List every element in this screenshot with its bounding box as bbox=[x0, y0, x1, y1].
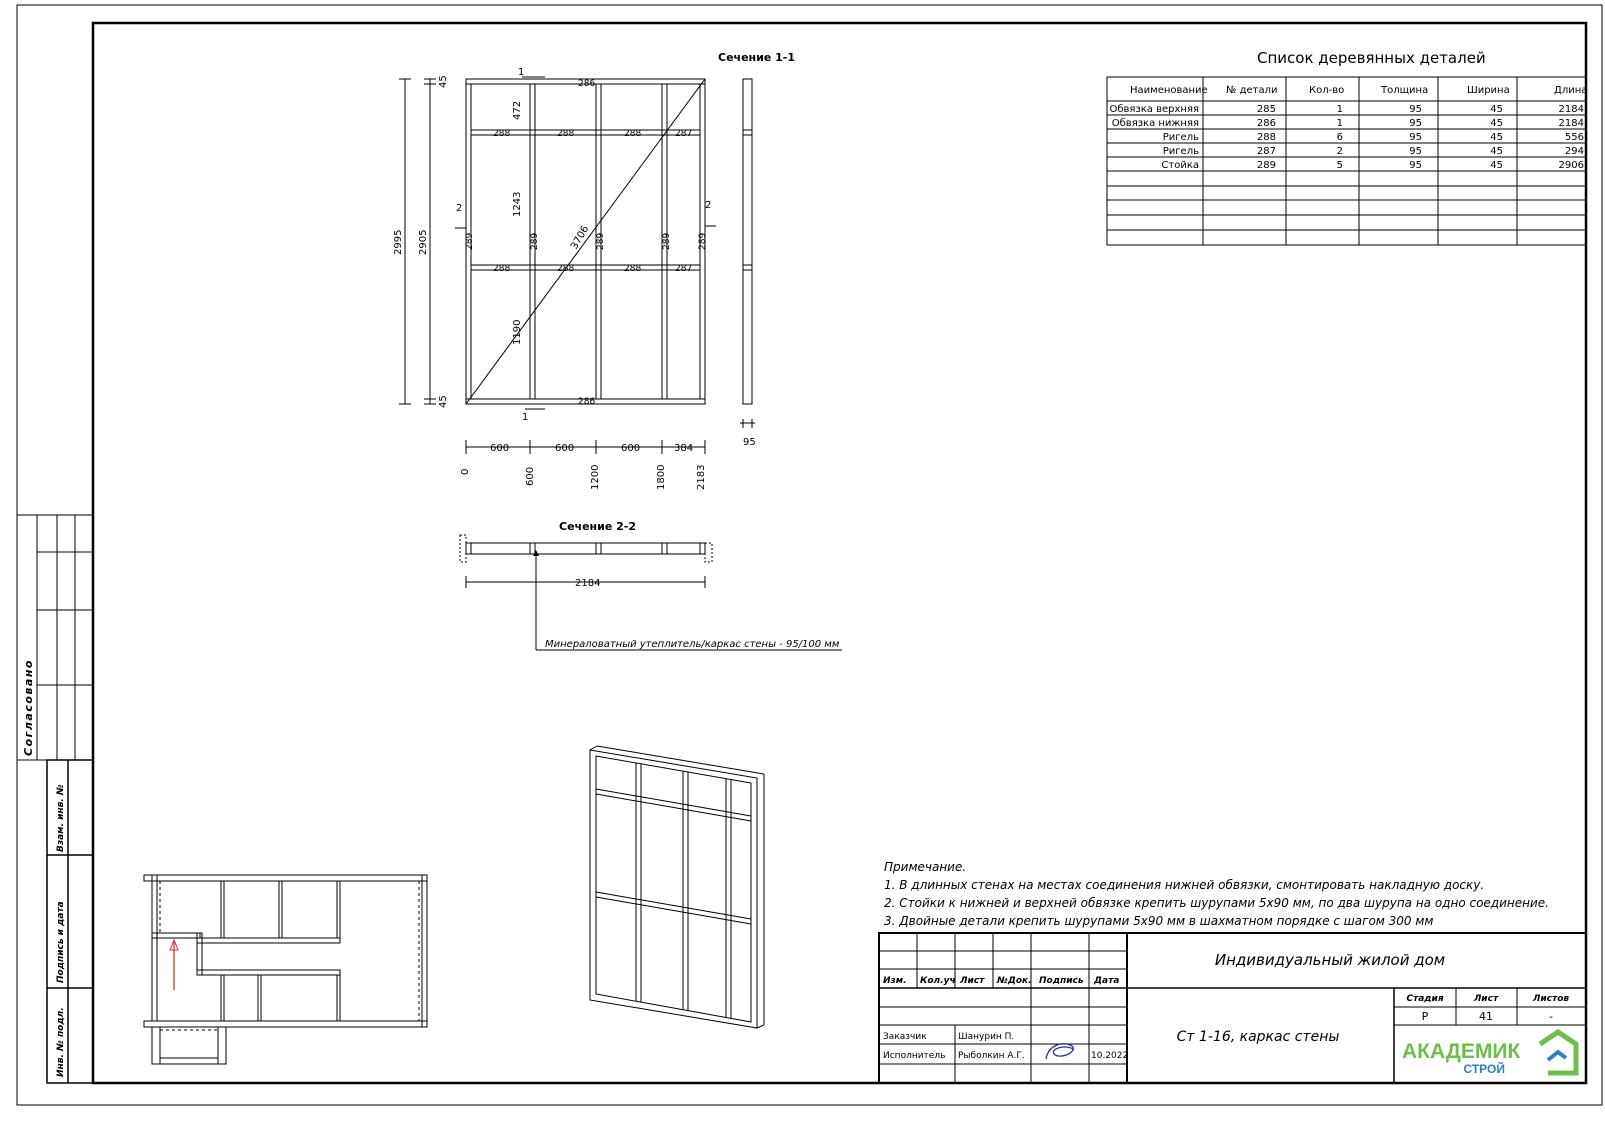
sheet-header: Лист bbox=[1473, 994, 1499, 1004]
dim-seg-1190: 1190 bbox=[512, 319, 523, 345]
gap-right: 2 bbox=[705, 200, 712, 211]
executor-label: Исполнитель bbox=[883, 1051, 946, 1061]
svg-text:288: 288 bbox=[1256, 132, 1276, 143]
tb-header: Изм. bbox=[883, 976, 907, 986]
section-2-2-title: Сечение 2-2 bbox=[559, 520, 637, 533]
customer-name: Шанурин П. bbox=[958, 1032, 1015, 1042]
tb-header: Дата bbox=[1094, 976, 1120, 986]
svg-text:95: 95 bbox=[1409, 132, 1422, 143]
tb-date: 10.2022 bbox=[1091, 1051, 1129, 1061]
callout-arrow bbox=[533, 550, 539, 556]
company-logo bbox=[1402, 1032, 1576, 1076]
executor-name: Рыболкин А.Г. bbox=[958, 1051, 1025, 1061]
dim-bottom: 384 bbox=[674, 443, 694, 454]
svg-text:1: 1 bbox=[1336, 104, 1343, 115]
svg-text:285: 285 bbox=[1256, 104, 1276, 115]
dim-diagonal: 3706 bbox=[569, 223, 592, 252]
dim-plate-bottom: 45 bbox=[438, 395, 449, 408]
floor-plan-mini bbox=[144, 875, 427, 1064]
svg-text:Ригель: Ригель bbox=[1162, 132, 1199, 143]
title-block bbox=[879, 933, 1586, 1083]
svg-text:СТРОЙ: СТРОЙ bbox=[1463, 1062, 1505, 1076]
side-depth: 95 bbox=[743, 437, 756, 448]
svg-text:294: 294 bbox=[1564, 146, 1584, 157]
svg-text:45: 45 bbox=[1490, 146, 1503, 157]
rail-label: 288 bbox=[493, 264, 511, 274]
outer-frame bbox=[17, 5, 1602, 1105]
svg-text:286: 286 bbox=[1256, 118, 1276, 129]
svg-text:95: 95 bbox=[1409, 160, 1422, 171]
house-roof-icon bbox=[1548, 1052, 1566, 1060]
dim-bottom-offset: 1 bbox=[522, 412, 529, 423]
svg-text:Ригель: Ригель bbox=[1162, 146, 1199, 157]
stud-label: 289 bbox=[698, 232, 708, 250]
sheets-header: Листов bbox=[1532, 994, 1570, 1004]
stud-label: 289 bbox=[662, 232, 672, 250]
svg-text:2184: 2184 bbox=[1558, 104, 1584, 115]
label-top-plate: 286 bbox=[578, 79, 596, 89]
dim-height-total: 2995 bbox=[393, 229, 404, 255]
dim-bottom: 600 bbox=[555, 443, 575, 454]
sheet-title: Ст 1-16, каркас стены bbox=[1176, 1029, 1340, 1045]
project-title: Индивидуальный жилой дом bbox=[1214, 951, 1446, 969]
svg-text:95: 95 bbox=[1409, 104, 1422, 115]
svg-text:Обвязка нижняя: Обвязка нижняя bbox=[1111, 118, 1199, 129]
rail-label: 288 bbox=[493, 129, 511, 139]
table-row bbox=[1112, 118, 1584, 129]
section-1-1 bbox=[393, 51, 795, 490]
dim-seg-472: 472 bbox=[512, 100, 523, 120]
tb-header: Лист bbox=[960, 976, 985, 986]
label-bottom-plate: 286 bbox=[578, 397, 596, 407]
section-2-2 bbox=[460, 520, 842, 650]
parts-table bbox=[1107, 49, 1587, 245]
dim-bottom: 600 bbox=[621, 443, 641, 454]
dim-plate-top: 45 bbox=[438, 75, 449, 88]
table-header: Толщина bbox=[1381, 85, 1429, 96]
note-item: 3. Двойные детали крепить шурупами 5х90 мм в шахматном порядке с шагом 300 мм bbox=[884, 914, 1434, 928]
customer-label: Заказчик bbox=[883, 1032, 927, 1042]
dim-top-offset: 1 bbox=[518, 67, 525, 78]
tb-header: Подпись bbox=[1039, 976, 1084, 986]
svg-text:1: 1 bbox=[1336, 118, 1343, 129]
table-row bbox=[1161, 160, 1584, 171]
signature-image bbox=[1046, 1044, 1074, 1059]
ord-label: 1800 bbox=[656, 464, 667, 490]
svg-text:2184: 2184 bbox=[1558, 118, 1584, 129]
svg-text:95: 95 bbox=[1409, 118, 1422, 129]
note-item: 2. Стойки к нижней и верхней обвязке крепить шурупами 5х90 мм, по два шурупа на одно соединение. bbox=[884, 896, 1549, 910]
svg-text:6: 6 bbox=[1336, 132, 1343, 143]
svg-text:2906: 2906 bbox=[1558, 160, 1584, 171]
sheets-value: - bbox=[1549, 1010, 1553, 1023]
rail-label: 288 bbox=[624, 129, 642, 139]
svg-text:556: 556 bbox=[1564, 132, 1584, 143]
rail-label: 287 bbox=[675, 264, 693, 274]
svg-text:95: 95 bbox=[1409, 146, 1422, 157]
rail-label: 287 bbox=[675, 129, 693, 139]
stamp-inv-orig: Инв. № подл. bbox=[56, 1007, 66, 1077]
table-header: Наименование bbox=[1130, 85, 1208, 96]
stage-header: Стадия bbox=[1406, 994, 1444, 1004]
side-stamp bbox=[17, 515, 93, 1083]
ord-label: 600 bbox=[525, 466, 536, 486]
stage-value: Р bbox=[1421, 1010, 1429, 1023]
stamp-agreed: Согласовано bbox=[22, 659, 35, 756]
note-item: 1. В длинных стенах на местах соединения нижней обвязки, смонтировать накладную доску. bbox=[884, 878, 1485, 892]
ord-label: 2183 bbox=[696, 464, 707, 490]
gap-left: 2 bbox=[456, 203, 463, 214]
svg-text:45: 45 bbox=[1490, 132, 1503, 143]
svg-text:Обвязка верхняя: Обвязка верхняя bbox=[1109, 104, 1199, 115]
svg-text:45: 45 bbox=[1490, 118, 1503, 129]
ord-label: 1200 bbox=[590, 464, 601, 490]
parts-table-title: Список деревянных деталей bbox=[1257, 49, 1486, 67]
svg-text:АКАДЕМИК: АКАДЕМИК bbox=[1402, 1040, 1521, 1063]
isometric-frame-view bbox=[590, 746, 764, 1028]
stamp-inv-repl: Взам. инв. № bbox=[56, 784, 66, 852]
svg-text:Стойка: Стойка bbox=[1161, 160, 1199, 171]
table-row bbox=[1110, 104, 1585, 115]
svg-text:5: 5 bbox=[1336, 160, 1343, 171]
dim-seg-1243: 1243 bbox=[512, 191, 523, 217]
section22-callout: Минераловатный утеплитель/каркас стены - 95/100 мм bbox=[545, 639, 840, 650]
svg-text:45: 45 bbox=[1490, 104, 1503, 115]
table-row bbox=[1163, 132, 1584, 143]
svg-text:289: 289 bbox=[1256, 160, 1276, 171]
dim-height-studs: 2905 bbox=[418, 229, 429, 255]
stud-label: 289 bbox=[530, 232, 540, 250]
notes bbox=[884, 860, 1549, 928]
ord-label: 0 bbox=[460, 468, 471, 475]
table-row bbox=[1163, 146, 1584, 157]
svg-text:287: 287 bbox=[1256, 146, 1276, 157]
tb-header: №Док. bbox=[997, 976, 1032, 986]
rail-label: 288 bbox=[557, 264, 575, 274]
tb-header: Кол.уч bbox=[920, 976, 956, 986]
stud-label: 289 bbox=[596, 232, 606, 250]
dim-bottom: 600 bbox=[490, 443, 510, 454]
stamp-sign-date: Подпись и дата bbox=[56, 901, 66, 983]
table-header: Кол-во bbox=[1309, 85, 1345, 96]
table-header: Ширина bbox=[1467, 85, 1510, 96]
svg-text:45: 45 bbox=[1490, 160, 1503, 171]
section22-length: 2184 bbox=[575, 578, 601, 589]
rail-label: 288 bbox=[624, 264, 642, 274]
sheet-value: 41 bbox=[1479, 1010, 1493, 1023]
stud-label: 289 bbox=[465, 232, 475, 250]
table-header: № детали bbox=[1226, 85, 1278, 96]
rail-label: 288 bbox=[557, 129, 575, 139]
svg-text:2: 2 bbox=[1336, 146, 1343, 157]
table-header: Длина bbox=[1554, 85, 1588, 96]
section-1-1-title: Сечение 1-1 bbox=[718, 51, 796, 64]
notes-heading: Примечание. bbox=[884, 860, 967, 874]
